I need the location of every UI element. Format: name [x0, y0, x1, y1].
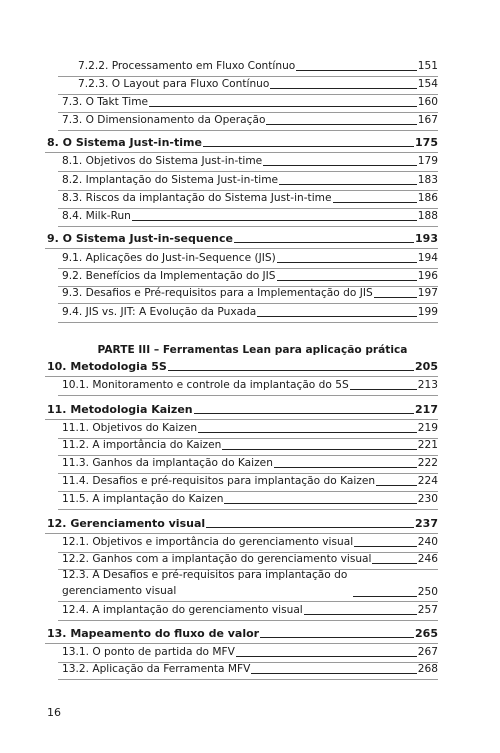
toc-entry-label: 7.3. O Dimensionamento da Operação — [62, 114, 266, 126]
leader-line — [374, 297, 417, 298]
row-separator — [58, 509, 438, 510]
toc-entry-row — [62, 568, 438, 599]
leader-line — [132, 220, 417, 221]
toc-entry-page: 230 — [417, 493, 438, 505]
toc-entry-label: 12.4. A implantação do gerenciamento visual — [62, 604, 303, 616]
row-separator — [58, 76, 438, 77]
toc-entry-row — [62, 475, 438, 488]
toc-entry-row — [62, 306, 438, 319]
row-separator — [45, 643, 438, 644]
toc-entry-label: 11.2. A importância do Kaizen — [62, 439, 222, 451]
row-separator — [45, 419, 438, 420]
row-separator — [58, 208, 438, 209]
toc-chapter-row — [47, 136, 438, 149]
leader-line — [353, 596, 417, 597]
row-separator — [45, 152, 438, 153]
toc-entry-page: 194 — [417, 252, 438, 264]
toc-entry-label: 7.2.2. Processamento em Fluxo Contínuo — [78, 60, 296, 72]
leader-line — [203, 146, 414, 147]
toc-entry-page: 257 — [417, 604, 438, 616]
toc-entry-page: 183 — [417, 174, 438, 186]
toc-entry-page: 193 — [415, 232, 438, 245]
row-separator — [58, 491, 438, 492]
toc-entry-label: 13. Mapeamento do fluxo de valor — [47, 627, 260, 640]
row-separator — [58, 473, 438, 474]
toc-entry-row — [62, 270, 438, 283]
toc-entry-page: 250 — [417, 586, 438, 598]
toc-entry-page: 151 — [417, 60, 438, 72]
leader-line — [263, 165, 417, 166]
toc-entry-page: 199 — [417, 306, 438, 318]
toc-entry-label: 8.1. Objetivos do Sistema Just-in-time — [62, 155, 263, 167]
toc-entry-row — [62, 210, 438, 223]
toc-entry-page: 197 — [417, 287, 438, 299]
leader-line — [251, 673, 416, 674]
toc-entry-page: 224 — [417, 475, 438, 487]
leader-line — [372, 563, 416, 564]
toc-entry-page: 221 — [417, 439, 438, 451]
toc-entry-page: 240 — [417, 536, 438, 548]
row-separator — [58, 226, 438, 227]
leader-line — [270, 88, 416, 89]
row-separator — [58, 94, 438, 95]
row-separator — [58, 395, 438, 396]
toc-chapter-row — [47, 517, 438, 530]
row-separator — [58, 455, 438, 456]
toc-entry-label: 12. Gerenciamento visual — [47, 517, 206, 530]
row-separator — [58, 303, 438, 304]
toc-entry-row — [62, 192, 438, 205]
toc-entry-label: 8.4. Milk-Run — [62, 210, 131, 222]
toc-entry-page: 267 — [417, 646, 438, 658]
leader-line — [274, 467, 417, 468]
leader-line — [206, 527, 414, 528]
row-separator — [58, 322, 438, 323]
page-number: 16 — [47, 706, 61, 719]
toc-entry-row — [62, 252, 438, 265]
toc-entry-row — [62, 174, 438, 187]
leader-line — [350, 389, 417, 390]
toc-entry-label: 7.3. O Takt Time — [62, 96, 149, 108]
toc-entry-page: 219 — [417, 422, 438, 434]
toc-entry-page: 154 — [417, 78, 438, 90]
toc-entry-page: 205 — [415, 360, 438, 373]
toc-entry-page: 217 — [415, 403, 438, 416]
toc-entry-label: 9.2. Benefícios da Implementação do JIS — [62, 270, 276, 282]
toc-chapter-row — [47, 360, 438, 373]
toc-entry-label: 7.2.3. O Layout para Fluxo Contínuo — [78, 78, 270, 90]
leader-line — [279, 184, 417, 185]
leader-line — [333, 202, 417, 203]
row-separator — [58, 112, 438, 113]
leader-line — [224, 503, 416, 504]
toc-chapter-row — [47, 403, 438, 416]
leader-line — [260, 637, 414, 638]
row-separator — [58, 601, 438, 602]
toc-entry-page: 237 — [415, 517, 438, 530]
leader-line — [376, 485, 417, 486]
toc-chapter-row — [47, 627, 438, 640]
toc-entry-label: 9. O Sistema Just-in-sequence — [47, 232, 233, 245]
toc-entry-row — [62, 553, 438, 566]
row-separator — [58, 679, 438, 680]
toc-entry-row — [62, 493, 438, 506]
leader-line — [168, 370, 414, 371]
toc-entry-label: 10.1. Monitoramento e controle da implantação do 5S — [62, 379, 349, 391]
toc-entry-label: 13.2. Aplicação da Ferramenta MFV — [62, 663, 251, 675]
toc-entry-label: 11.5. A implantação do Kaizen — [62, 493, 224, 505]
row-separator — [58, 171, 438, 172]
toc-entry-row — [62, 604, 438, 617]
toc-entry-row — [62, 646, 438, 659]
toc-entry-label: 9.3. Desafios e Pré-requisitos para a Implementação do JIS — [62, 287, 373, 299]
toc-entry-page: 167 — [417, 114, 438, 126]
toc-entry-page: 246 — [417, 553, 438, 565]
toc-entry-row — [78, 78, 438, 91]
row-separator — [58, 620, 438, 621]
leader-line — [236, 656, 417, 657]
leader-line — [277, 262, 417, 263]
leader-line — [257, 316, 416, 317]
row-separator — [45, 376, 438, 377]
toc-entry-row — [62, 663, 438, 676]
toc-entry-label: 11.1. Objetivos do Kaizen — [62, 422, 198, 434]
toc-entry-row — [62, 114, 438, 127]
leader-line — [296, 70, 416, 71]
toc-entry-row — [62, 536, 438, 549]
toc-entry-label: 11. Metodologia Kaizen — [47, 403, 193, 416]
toc-entry-label: 10. Metodologia 5S — [47, 360, 167, 373]
toc-entry-page: 160 — [417, 96, 438, 108]
toc-entry-page: 175 — [415, 136, 438, 149]
toc-entry-page: 268 — [417, 663, 438, 675]
leader-line — [266, 124, 416, 125]
leader-line — [222, 449, 416, 450]
toc-entry-page: 265 — [415, 627, 438, 640]
toc-entry-page: 213 — [417, 379, 438, 391]
toc-entry-page: 188 — [417, 210, 438, 222]
leader-line — [277, 280, 417, 281]
row-separator — [45, 248, 438, 249]
toc-entry-label: 12.3. A Desafios e pré-requisitos para implantação do gerenciamento visual — [62, 569, 348, 597]
toc-entry-row — [62, 422, 438, 435]
toc-entry-label: 12.1. Objetivos e importância do gerenciamento visual — [62, 536, 354, 548]
leader-line — [149, 106, 417, 107]
toc-entry-page: 186 — [417, 192, 438, 204]
row-separator — [58, 190, 438, 191]
toc-entry-label: 11.3. Ganhos da implantação do Kaizen — [62, 457, 273, 469]
leader-line — [194, 413, 414, 414]
toc-entry-row — [62, 155, 438, 168]
toc-entry-label: 8.2. Implantação do Sistema Just-in-time — [62, 174, 279, 186]
row-separator — [58, 268, 438, 269]
toc-entry-row — [62, 457, 438, 470]
part-heading: PARTE III – Ferramentas Lean para aplicação prática — [97, 344, 408, 356]
toc-entry-row — [62, 287, 438, 300]
leader-line — [234, 242, 414, 243]
toc-entry-label: 8.3. Riscos da implantação do Sistema Just-in-time — [62, 192, 332, 204]
toc-entry-row — [62, 439, 438, 452]
leader-line — [198, 432, 417, 433]
toc-entry-label: 8. O Sistema Just-in-time — [47, 136, 202, 149]
toc-entry-page: 179 — [417, 155, 438, 167]
toc-entry-label: 11.4. Desafios e pré-requisitos para implantação do Kaizen — [62, 475, 376, 487]
toc-entry-label: 9.4. JIS vs. JIT: A Evolução da Puxada — [62, 306, 257, 318]
toc-entry-page: 196 — [417, 270, 438, 282]
leader-line — [304, 614, 417, 615]
toc-entry-row — [62, 379, 438, 392]
toc-entry-page: 222 — [417, 457, 438, 469]
toc-entry-label: 12.2. Ganhos com a implantação do gerenciamento visual — [62, 553, 372, 565]
row-separator — [45, 533, 438, 534]
row-separator — [58, 130, 438, 131]
toc-entry-row — [62, 96, 438, 109]
toc-entry-label: 9.1. Aplicações do Just-in-Sequence (JIS) — [62, 252, 276, 264]
toc-entry-row — [78, 60, 438, 73]
leader-line — [354, 546, 417, 547]
toc-entry-label: 13.1. O ponto de partida do MFV — [62, 646, 235, 658]
toc-chapter-row — [47, 232, 438, 245]
